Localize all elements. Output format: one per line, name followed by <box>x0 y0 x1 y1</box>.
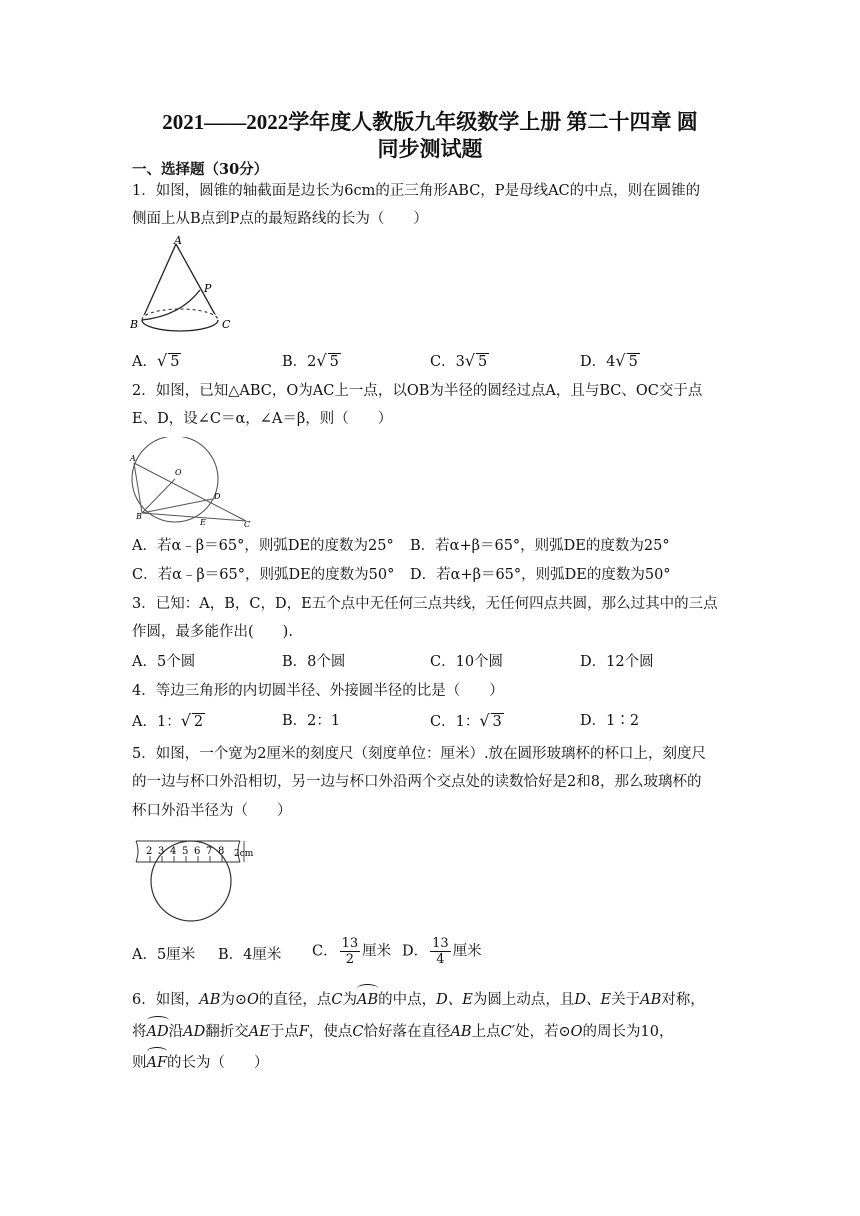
svg-text:5: 5 <box>182 846 189 857</box>
question-6-line3: 则AF的长为（ ） <box>132 1055 269 1071</box>
q1-option-a[interactable]: A．√ 5 <box>132 351 180 370</box>
question-3-line2: 作圆，最多能作出( ). <box>132 624 293 640</box>
question-2-line1: 2．如图，已知△ABC，O为AC上一点，以OB为半径的圆经过点A，且与BC、OC交于点 <box>132 383 703 399</box>
arc-af: AF <box>146 1055 168 1071</box>
svg-text:4: 4 <box>170 846 177 857</box>
q3-option-a[interactable]: A．5个圆 <box>132 654 196 670</box>
q3-option-b[interactable]: B．8个圆 <box>282 654 346 670</box>
q5-option-c[interactable]: C． $\frac{13}{2}$ 厘米 <box>312 936 392 967</box>
arc-ad: AD <box>146 1024 169 1040</box>
q1-option-a-label: A． <box>132 354 157 370</box>
sqrt-symbol: √ <box>156 351 168 370</box>
question-5-line3: 杯口外沿半径为（ ） <box>132 803 292 819</box>
svg-text:3: 3 <box>158 846 165 857</box>
svg-text:2: 2 <box>146 846 153 857</box>
svg-text:B: B <box>136 512 142 521</box>
q5-option-a[interactable]: A．5厘米 <box>132 947 196 963</box>
question-1-line1: 1．如图，圆锥的轴截面是边长为6cm的正三角形ABC，P是母线AC的中点，则在圆锥的 <box>132 183 701 199</box>
question-2-line2: E、D，设∠C＝α，∠A＝β，则（ ） <box>132 411 393 427</box>
svg-text:A: A <box>130 454 136 463</box>
q1-option-b[interactable]: B．2√ 5 <box>282 351 339 370</box>
q5-option-d[interactable]: D． $\frac{13}{4}$ 厘米 <box>402 936 482 967</box>
q2-option-c[interactable]: C．若α﹣β＝65°，则弧DE的度数为50° <box>132 567 395 583</box>
svg-text:O: O <box>175 468 182 477</box>
question-5-line2: 的一边与杯口外沿相切，另一边与杯口外沿两个交点处的读数恰好是2和8，那么玻璃杯的 <box>132 774 702 790</box>
question-6-line1: 6．如图，AB为⊙O的直径，点C为AB的中点，D、E为圆上动点，且D、E关于AB对称， <box>132 992 705 1008</box>
ruler-cup-figure <box>134 832 266 924</box>
cone-figure <box>130 236 240 336</box>
question-6-line2: 将AD沿AD翻折交AE于点F，使点C恰好落在直径AB上点C′处，若⊙O的周长为10， <box>132 1024 674 1040</box>
svg-text:C: C <box>244 520 251 529</box>
worksheet-title-line2: 同步测试题 <box>377 137 483 161</box>
q2-option-b[interactable]: B．若α+β＝65°，则弧DE的度数为25° <box>410 538 670 554</box>
cone-label-b: B <box>130 318 139 331</box>
q4-option-d[interactable]: D．1∶2 <box>580 713 640 729</box>
q2-option-d[interactable]: D．若α+β＝65°，则弧DE的度数为50° <box>410 567 671 583</box>
svg-text:8: 8 <box>218 846 225 857</box>
svg-text:2cm: 2cm <box>234 849 254 859</box>
question-3-line1: 3．已知：A，B，C，D，E五个点中无任何三点共线，无任何四点共圆，那么过其中的三点 <box>132 596 718 612</box>
q1-option-d[interactable]: D．4√ 5 <box>580 351 638 370</box>
arc-ab: AB <box>357 992 379 1008</box>
q1-option-c[interactable]: C．3√ 5 <box>430 351 488 370</box>
worksheet-title-line1: 2021——2022学年度人教版九年级数学上册 第二十四章 圆 <box>162 110 698 134</box>
q4-option-a[interactable]: A．1：√ 2 <box>132 711 204 730</box>
question-5-line1: 5．如图，一个宽为2厘米的刻度尺（刻度单位：厘米）.放在圆形玻璃杯的杯口上，刻度尺 <box>132 746 707 762</box>
section-heading: 一、选择题（30分） <box>132 161 269 178</box>
q5-option-b[interactable]: B．4厘米 <box>218 947 282 963</box>
q3-option-c[interactable]: C．10个圆 <box>430 654 504 670</box>
cone-label-a: A <box>174 236 182 247</box>
q4-option-c[interactable]: C．1：√ 3 <box>430 711 502 730</box>
question-4-line1: 4．等边三角形的内切圆半径、外接圆半径的比是（ ） <box>132 683 504 699</box>
svg-text:6: 6 <box>194 846 201 857</box>
circle-triangle-figure <box>128 437 254 529</box>
q2-option-a[interactable]: A．若α﹣β＝65°，则弧DE的度数为25° <box>132 538 394 554</box>
svg-text:7: 7 <box>206 846 213 857</box>
q4-option-b[interactable]: B．2：1 <box>282 713 341 729</box>
q3-option-d[interactable]: D．12个圆 <box>580 654 654 670</box>
cone-label-p: P <box>204 282 212 295</box>
svg-text:D: D <box>214 492 221 501</box>
question-1-line2: 侧面上从B点到P点的最短路线的长为（ ） <box>132 211 428 227</box>
svg-text:E: E <box>200 518 206 527</box>
cone-label-c: C <box>222 318 231 331</box>
